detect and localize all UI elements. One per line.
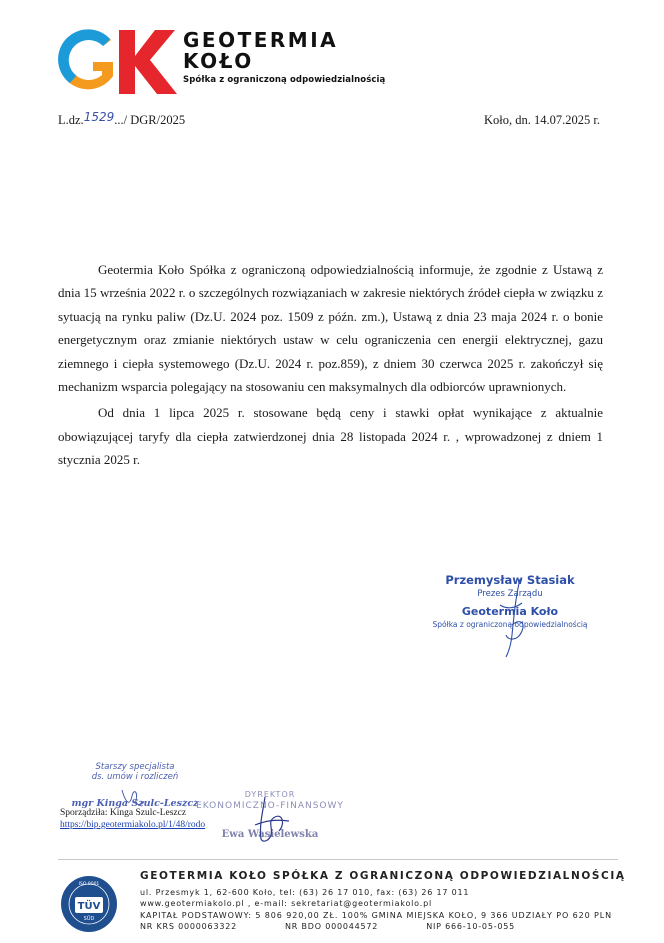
gk-logo [55, 26, 180, 96]
footer-registry [140, 922, 626, 933]
reference-prefix: L.dz. [58, 113, 84, 127]
footer-nip: NIP 666-10-05-055 [426, 921, 516, 931]
preparer-stamp-title: Starszy specjalista [95, 762, 175, 772]
tuv-sub-label: SÜD [83, 916, 95, 922]
director-signature [245, 795, 295, 845]
signatory-name: Przemysław Stasiak [445, 573, 575, 587]
director-stamp-dept: EKONOMICZNO-FINANSOWY [196, 801, 344, 811]
tuv-label: TÜV [77, 901, 101, 912]
footer-address: ul. Przesmyk 1, 62-600 Koło, tel: (63) 26 17 010, fax: (63) 26 17 011 [140, 888, 470, 897]
tuv-certificate-badge [60, 875, 118, 933]
company-name-line1: GEOTERMIA [183, 28, 339, 52]
preparer-initials [118, 786, 148, 808]
footer-bdo: NR BDO 000044572 [285, 921, 379, 931]
company-heading [183, 30, 385, 85]
prepared-by: Sporządziła: Kinga Szulc-Leszcz [60, 808, 187, 818]
footer-web-email: www.geotermiakolo.pl , e-mail: sekretariat@geotermiakolo.pl [140, 898, 432, 908]
bip-rodo-link[interactable]: https://bip.geotermiakolo.pl/1/48/rodo [60, 820, 206, 830]
company-subtitle: Spółka z ograniczoną odpowiedzialnością [183, 75, 386, 85]
tuv-top-label: ISO 9001 [78, 882, 100, 887]
footer-divider [58, 859, 618, 860]
footer [140, 870, 626, 932]
body-paragraph-1: Geotermia Koło Spółka z ograniczoną odpowiedzialnością informuje, że zgodnie z Ustawą z dnia 15 września 2022 r. o szczególnych rozwiązaniach w zakresie niektórych źródeł ciepła w związku z sytuacją na rynku paliw (Dz.U. 2024 poz. 1509 z późn. zm.), Ustawą z dnia 23 maja 2024 r. o bonie energetycznym oraz zmianie niektórych ustaw w celu ograniczenia cen energii elektrycznej, gazu ziemnego i ciepła systemowego (Dz.U. 2024 r. poz.859), z dniem 30 czerwca 2025 r. zakończył się mechanizm wsparcia polegający na stosowaniu cen maksymalnych dla odbiorców uprawnionych. [58, 262, 603, 395]
footer-capital: KAPITAŁ PODSTAWOWY: 5 806 920,00 ZŁ. 100% GMINA MIEJSKA KOŁO, 9 366 UDZIAŁY PO 620 PLN [140, 911, 612, 920]
footer-krs: NR KRS 0000063322 [140, 921, 238, 931]
signature-company-sub: Spółka z ograniczoną odpowiedzialnością [432, 620, 588, 629]
signature-company: Geotermia Koło [461, 605, 559, 618]
company-name-line2: KOŁO [183, 49, 254, 73]
letter-body [58, 258, 603, 472]
reference-number: L.dz.1529.../ DGR/2025 [58, 110, 186, 127]
footer-company-name: GEOTERMIA KOŁO SPÓŁKA Z OGRANICZONĄ ODPOWIEDZIALNOŚCIĄ [140, 870, 626, 882]
body-paragraph-2: Od dnia 1 lipca 2025 r. stosowane będą ceny i stawki opłat wynikające z aktualnie obowiązującej taryfy dla ciepła zatwierdzonej dnia 28 listopada 2024 r. , wprowadzonej z dniem 1 stycznia 2025 r. [58, 405, 603, 468]
signatory-role: Prezes Zarządu [477, 589, 543, 599]
preparer-stamp-dept: ds. umów i rozliczeń [91, 772, 179, 782]
handwritten-number: 1529 [83, 110, 115, 124]
director-stamp-name: Ewa Wasielewska [221, 829, 319, 840]
handwritten-signature [470, 575, 540, 660]
preparer-stamp-name: mgr Kinga Szulc-Leszcz [71, 798, 199, 809]
place-date: Koło, dn. 14.07.2025 r. [484, 113, 600, 127]
director-stamp-title: DYREKTOR [244, 790, 296, 799]
reference-suffix: / DGR/2025 [123, 113, 186, 127]
